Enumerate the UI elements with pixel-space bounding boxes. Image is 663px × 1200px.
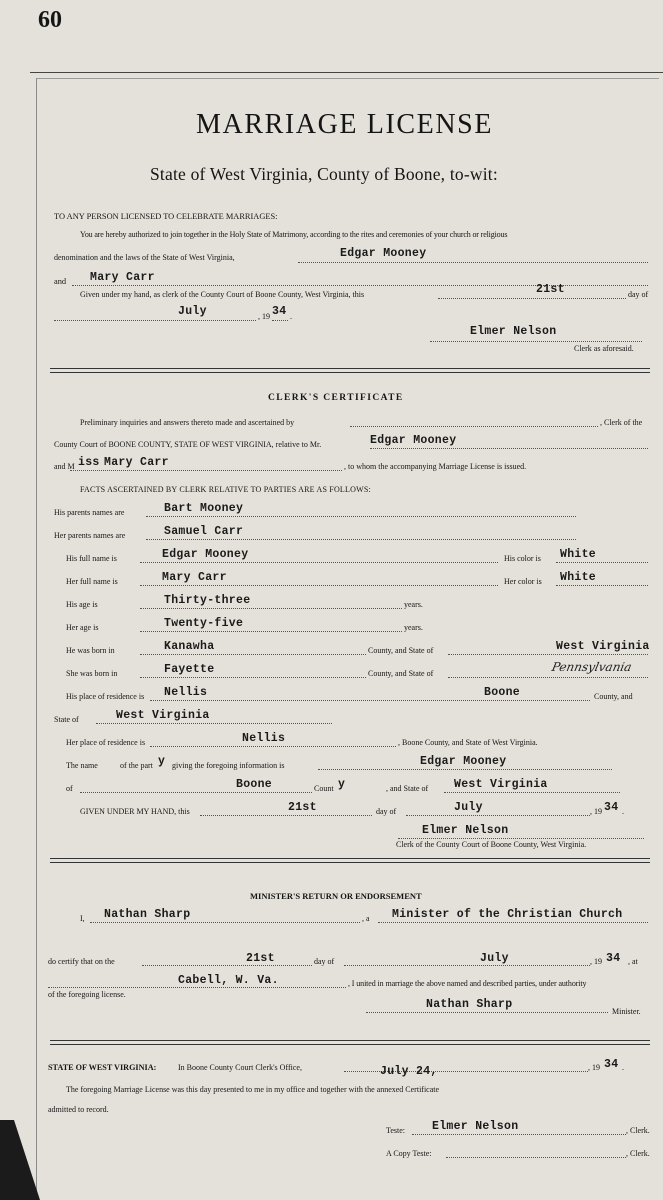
record-clerk-label: , Clerk. (626, 1126, 650, 1135)
minister-sign-title: Minister. (612, 1007, 641, 1016)
his-res-label: His place of residence is (66, 692, 145, 701)
county-label: Count (314, 784, 334, 793)
name-label: The name (66, 761, 98, 770)
minister-united: , I united in marriage the above named and described parties, under authority (348, 979, 587, 988)
his-full: Edgar Mooney (162, 548, 249, 561)
minister-foregoing: of the foregoing license. (48, 990, 126, 999)
his-age-years: years. (404, 600, 423, 609)
record-date: July 24, (380, 1065, 438, 1078)
she-born-county-state-label: County, and State of (368, 669, 434, 678)
her-res-end: , Boone County, and State of West Virginia. (398, 738, 538, 747)
her-age-label: Her age is (66, 623, 99, 632)
her-color: White (560, 571, 597, 584)
license-year: 34 (272, 305, 287, 318)
minister-certify: do certify that on the (48, 957, 115, 966)
county-suffix: y (338, 778, 346, 791)
record-copy-clerk-label: , Clerk. (626, 1149, 650, 1158)
certificate-day-of: day of (376, 807, 397, 816)
his-res-state: West Virginia (116, 709, 210, 722)
his-full-label: His full name is (66, 554, 117, 563)
minister-name: Nathan Sharp (104, 908, 191, 921)
his-res: Nellis (164, 686, 208, 699)
his-color: White (560, 548, 597, 561)
license-and: and (54, 277, 67, 286)
her-age-years: years. (404, 623, 423, 632)
certificate-line1-end: , Clerk of the (600, 418, 643, 427)
certificate-clerk-title: Clerk of the County Court of Boone County, West Virginia. (396, 840, 587, 849)
facts-heading: FACTS ASCERTAINED BY CLERK RELATIVE TO PARTIES ARE AS FOLLOWS: (80, 485, 371, 494)
she-born-label: She was born in (66, 669, 118, 678)
minister-year-prefix: , 19 (590, 957, 602, 966)
certificate-day: 21st (288, 801, 317, 814)
certificate-bride: Mary Carr (104, 456, 169, 469)
record-copy-label: A Copy Teste: (386, 1149, 432, 1158)
minister-place: Cabell, W. Va. (178, 974, 279, 987)
minister-divider-top (50, 1040, 650, 1041)
minister-role: Minister of the Christian Church (392, 908, 623, 921)
license-bride: Mary Carr (90, 271, 155, 284)
certificate-line1: Preliminary inquiries and answers thereto made and ascertained by (80, 418, 295, 427)
his-age-label: His age is (66, 600, 98, 609)
license-divider-bottom (50, 372, 650, 373)
certificate-groom: Edgar Mooney (370, 434, 457, 447)
her-age: Twenty-five (164, 617, 244, 630)
license-given: Given under my hand, as clerk of the County Court of Boone County, West Virginia, this (80, 290, 365, 299)
giving-label: giving the foregoing information is (172, 761, 285, 770)
license-address: TO ANY PERSON LICENSED TO CELEBRATE MARRIAGES: (54, 212, 278, 221)
she-born-state-handwritten: Pennsylvania (550, 660, 634, 674)
license-clerk-name: Elmer Nelson (470, 325, 557, 338)
his-res-county: Boone (484, 686, 521, 699)
certificate-year: 34 (604, 801, 619, 814)
record-line2: The foregoing Marriage License was this day presented to me in my office and together with the annexed Certificate (66, 1085, 440, 1094)
certificate-line2: County Court of BOONE COUNTY, STATE OF WEST VIRGINIA, relative to Mr. (54, 440, 322, 449)
license-year-prefix: , 19 (258, 312, 270, 321)
of-label: of (66, 784, 73, 793)
license-month: July (178, 305, 207, 318)
minister-month: July (480, 952, 509, 965)
minister-title: MINISTER'S RETURN OR ENDORSEMENT (250, 891, 422, 901)
his-res-county-label: County, and (594, 692, 633, 701)
she-born-county: Fayette (164, 663, 215, 676)
her-parents: Samuel Carr (164, 525, 244, 538)
minister-signature: Nathan Sharp (426, 998, 513, 1011)
her-parents-label: Her parents names are (54, 531, 126, 540)
minister-year-suffix: , at (628, 957, 638, 966)
page-top-rule (30, 72, 663, 73)
license-day: 21st (536, 283, 565, 296)
certificate-divider-top (50, 858, 650, 859)
informant: Edgar Mooney (420, 755, 507, 768)
certificate-line3-end: , to whom the accompanying Marriage License is issued. (344, 462, 527, 471)
record-office: In Boone County Court Clerk's Office, (178, 1063, 302, 1072)
he-born-label: He was born in (66, 646, 115, 655)
license-line2: denomination and the laws of the State of West Virginia, (54, 253, 235, 262)
he-born-county: Kanawha (164, 640, 215, 653)
record-state-label: STATE OF WEST VIRGINIA: (48, 1063, 157, 1072)
he-born-county-state-label: County, and State of (368, 646, 434, 655)
minister-i: I, (80, 914, 85, 923)
of-the-part-label: of the part (120, 761, 153, 770)
his-color-label: His color is (504, 554, 541, 563)
certificate-and-m: and M (54, 462, 75, 471)
minister-divider-bottom (50, 1044, 650, 1045)
certificate-clerk-name: Elmer Nelson (422, 824, 509, 837)
he-born-state: West Virginia (556, 640, 650, 653)
binding-edge (0, 1120, 40, 1200)
and-state-label: , and State of (386, 784, 429, 793)
her-res-label: Her place of residence is (66, 738, 146, 747)
license-clerk-title: Clerk as aforesaid. (574, 344, 634, 353)
certificate-title: CLERK'S CERTIFICATE (268, 393, 404, 403)
given-label: GIVEN UNDER MY HAND, this (80, 807, 190, 816)
license-day-of: day of (628, 290, 649, 299)
license-line1: You are hereby authorized to join together in the Holy State of Matrimony, according to the rites and ceremonies of your church or religious (80, 230, 508, 239)
minister-a: , a (362, 914, 370, 923)
certificate-month: July (454, 801, 483, 814)
his-age: Thirty-three (164, 594, 251, 607)
license-title: MARRIAGE LICENSE (196, 109, 494, 140)
minister-year: 34 (606, 952, 621, 965)
license-groom: Edgar Mooney (340, 247, 427, 260)
his-res-state-label: State of (54, 715, 79, 724)
minister-day-of: day of (314, 957, 335, 966)
his-parents: Bart Mooney (164, 502, 244, 515)
certificate-divider-bottom (50, 862, 650, 863)
record-teste-name: Elmer Nelson (432, 1120, 519, 1133)
license-subtitle: State of West Virginia, County of Boone, to-wit: (150, 164, 498, 184)
her-res: Nellis (242, 732, 286, 745)
informant-state: West Virginia (454, 778, 548, 791)
certificate-year-suffix: . (622, 807, 624, 816)
part-suffix: y (158, 755, 166, 768)
record-year: 34 (604, 1058, 619, 1071)
informant-county: Boone (236, 778, 273, 791)
record-year-prefix: , 19 (588, 1063, 600, 1072)
minister-day: 21st (246, 952, 275, 965)
certificate-miss: iss (78, 456, 100, 469)
her-full: Mary Carr (162, 571, 227, 584)
her-color-label: Her color is (504, 577, 542, 586)
certificate-year-prefix: , 19 (590, 807, 602, 816)
record-teste-label: Teste: (386, 1126, 405, 1135)
his-parents-label: His parents names are (54, 508, 125, 517)
license-divider-top (50, 368, 650, 369)
license-year-suffix: . (290, 312, 292, 321)
record-line3: admitted to record. (48, 1105, 109, 1114)
her-full-label: Her full name is (66, 577, 118, 586)
page-number: 60 (38, 7, 62, 33)
record-year-suffix: . (622, 1063, 624, 1072)
